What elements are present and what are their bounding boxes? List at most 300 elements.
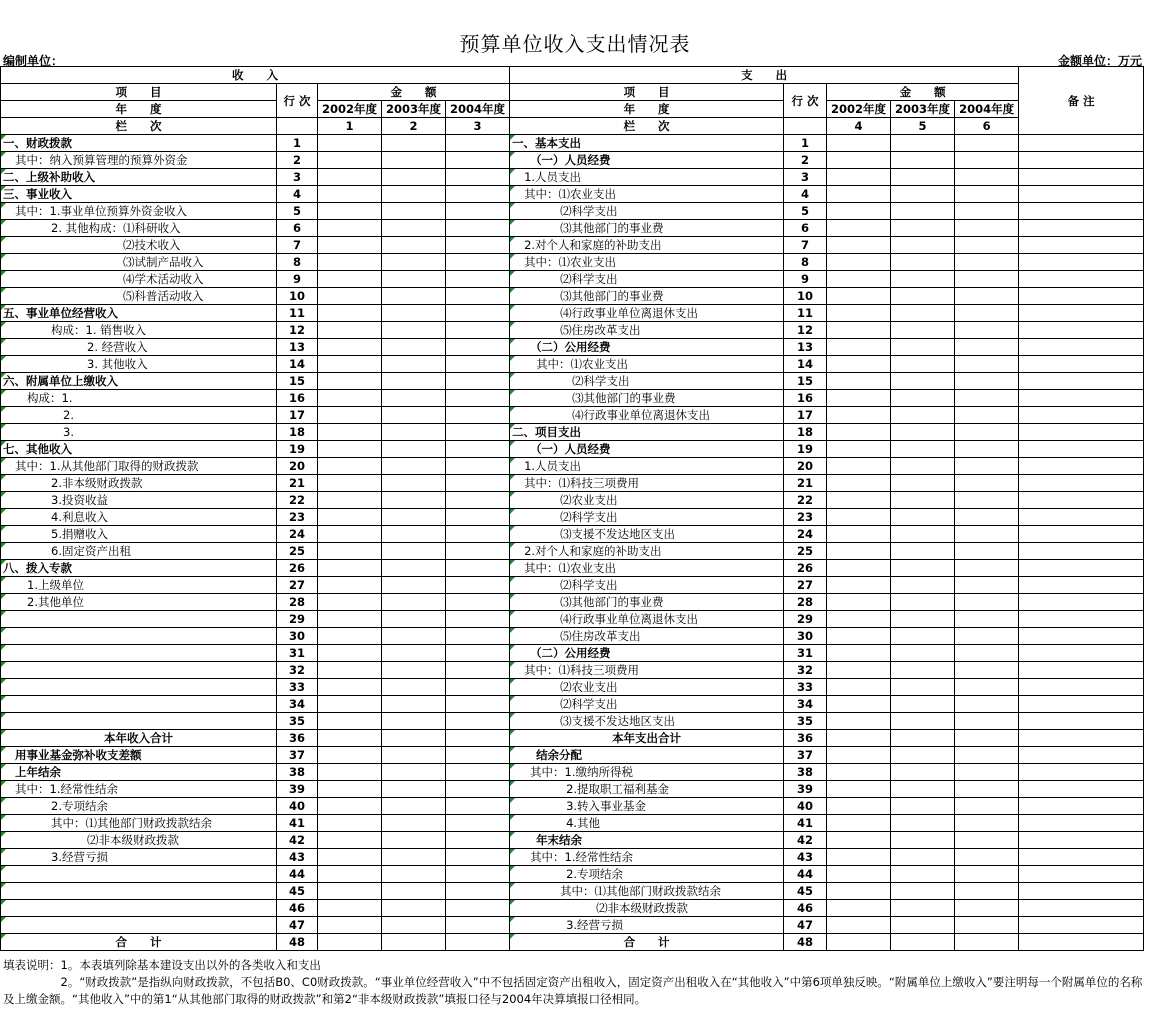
- expense-amount-cell[interactable]: [955, 798, 1019, 815]
- income-amount-cell[interactable]: [382, 509, 446, 526]
- income-amount-cell[interactable]: [446, 492, 510, 509]
- income-amount-cell[interactable]: [318, 271, 382, 288]
- income-amount-cell[interactable]: [446, 373, 510, 390]
- expense-amount-cell[interactable]: [891, 934, 955, 951]
- expense-amount-cell[interactable]: [827, 628, 891, 645]
- expense-amount-cell[interactable]: [955, 322, 1019, 339]
- income-amount-cell[interactable]: [446, 475, 510, 492]
- expense-amount-cell[interactable]: [827, 679, 891, 696]
- income-amount-cell[interactable]: [318, 781, 382, 798]
- income-amount-cell[interactable]: [382, 730, 446, 747]
- income-amount-cell[interactable]: [382, 237, 446, 254]
- expense-amount-cell[interactable]: [955, 883, 1019, 900]
- income-amount-cell[interactable]: [318, 628, 382, 645]
- income-amount-cell[interactable]: [382, 934, 446, 951]
- expense-amount-cell[interactable]: [955, 781, 1019, 798]
- income-amount-cell[interactable]: [382, 594, 446, 611]
- income-amount-cell[interactable]: [446, 424, 510, 441]
- income-amount-cell[interactable]: [318, 611, 382, 628]
- expense-amount-cell[interactable]: [827, 186, 891, 203]
- income-amount-cell[interactable]: [446, 237, 510, 254]
- note-cell[interactable]: [1019, 169, 1144, 186]
- expense-amount-cell[interactable]: [891, 339, 955, 356]
- expense-amount-cell[interactable]: [955, 645, 1019, 662]
- expense-amount-cell[interactable]: [827, 900, 891, 917]
- income-amount-cell[interactable]: [446, 390, 510, 407]
- income-amount-cell[interactable]: [446, 509, 510, 526]
- expense-amount-cell[interactable]: [891, 883, 955, 900]
- note-cell[interactable]: [1019, 645, 1144, 662]
- note-cell[interactable]: [1019, 866, 1144, 883]
- expense-amount-cell[interactable]: [827, 934, 891, 951]
- expense-amount-cell[interactable]: [955, 441, 1019, 458]
- income-amount-cell[interactable]: [446, 815, 510, 832]
- expense-amount-cell[interactable]: [827, 560, 891, 577]
- income-amount-cell[interactable]: [446, 849, 510, 866]
- expense-amount-cell[interactable]: [955, 339, 1019, 356]
- income-amount-cell[interactable]: [318, 356, 382, 373]
- expense-amount-cell[interactable]: [955, 407, 1019, 424]
- expense-amount-cell[interactable]: [891, 288, 955, 305]
- income-amount-cell[interactable]: [318, 322, 382, 339]
- expense-amount-cell[interactable]: [891, 475, 955, 492]
- expense-amount-cell[interactable]: [827, 594, 891, 611]
- income-amount-cell[interactable]: [382, 764, 446, 781]
- expense-amount-cell[interactable]: [891, 390, 955, 407]
- expense-amount-cell[interactable]: [827, 764, 891, 781]
- note-cell[interactable]: [1019, 917, 1144, 934]
- expense-amount-cell[interactable]: [827, 849, 891, 866]
- expense-amount-cell[interactable]: [955, 747, 1019, 764]
- income-amount-cell[interactable]: [318, 645, 382, 662]
- expense-amount-cell[interactable]: [827, 288, 891, 305]
- expense-amount-cell[interactable]: [955, 713, 1019, 730]
- income-amount-cell[interactable]: [446, 696, 510, 713]
- expense-amount-cell[interactable]: [891, 747, 955, 764]
- expense-amount-cell[interactable]: [955, 169, 1019, 186]
- income-amount-cell[interactable]: [446, 339, 510, 356]
- note-cell[interactable]: [1019, 356, 1144, 373]
- income-amount-cell[interactable]: [318, 798, 382, 815]
- income-amount-cell[interactable]: [382, 679, 446, 696]
- income-amount-cell[interactable]: [446, 934, 510, 951]
- expense-amount-cell[interactable]: [827, 577, 891, 594]
- income-amount-cell[interactable]: [446, 152, 510, 169]
- expense-amount-cell[interactable]: [891, 798, 955, 815]
- income-amount-cell[interactable]: [318, 152, 382, 169]
- expense-amount-cell[interactable]: [955, 696, 1019, 713]
- income-amount-cell[interactable]: [446, 645, 510, 662]
- income-amount-cell[interactable]: [318, 220, 382, 237]
- note-cell[interactable]: [1019, 203, 1144, 220]
- expense-amount-cell[interactable]: [827, 611, 891, 628]
- income-amount-cell[interactable]: [446, 883, 510, 900]
- income-amount-cell[interactable]: [446, 322, 510, 339]
- expense-amount-cell[interactable]: [891, 628, 955, 645]
- note-cell[interactable]: [1019, 186, 1144, 203]
- income-amount-cell[interactable]: [446, 271, 510, 288]
- expense-amount-cell[interactable]: [955, 900, 1019, 917]
- expense-amount-cell[interactable]: [891, 594, 955, 611]
- expense-amount-cell[interactable]: [891, 458, 955, 475]
- income-amount-cell[interactable]: [318, 254, 382, 271]
- expense-amount-cell[interactable]: [955, 866, 1019, 883]
- expense-amount-cell[interactable]: [955, 373, 1019, 390]
- note-cell[interactable]: [1019, 934, 1144, 951]
- expense-amount-cell[interactable]: [955, 628, 1019, 645]
- income-amount-cell[interactable]: [446, 254, 510, 271]
- income-amount-cell[interactable]: [318, 339, 382, 356]
- income-amount-cell[interactable]: [382, 322, 446, 339]
- income-amount-cell[interactable]: [382, 798, 446, 815]
- income-amount-cell[interactable]: [446, 560, 510, 577]
- income-amount-cell[interactable]: [446, 203, 510, 220]
- expense-amount-cell[interactable]: [891, 407, 955, 424]
- expense-amount-cell[interactable]: [955, 458, 1019, 475]
- expense-amount-cell[interactable]: [891, 441, 955, 458]
- expense-amount-cell[interactable]: [955, 815, 1019, 832]
- income-amount-cell[interactable]: [382, 407, 446, 424]
- expense-amount-cell[interactable]: [827, 254, 891, 271]
- note-cell[interactable]: [1019, 815, 1144, 832]
- income-amount-cell[interactable]: [446, 900, 510, 917]
- note-cell[interactable]: [1019, 611, 1144, 628]
- expense-amount-cell[interactable]: [955, 492, 1019, 509]
- expense-amount-cell[interactable]: [955, 662, 1019, 679]
- income-amount-cell[interactable]: [318, 662, 382, 679]
- income-amount-cell[interactable]: [446, 832, 510, 849]
- note-cell[interactable]: [1019, 237, 1144, 254]
- income-amount-cell[interactable]: [382, 458, 446, 475]
- expense-amount-cell[interactable]: [891, 169, 955, 186]
- expense-amount-cell[interactable]: [955, 917, 1019, 934]
- note-cell[interactable]: [1019, 271, 1144, 288]
- note-cell[interactable]: [1019, 152, 1144, 169]
- income-amount-cell[interactable]: [318, 458, 382, 475]
- income-amount-cell[interactable]: [446, 594, 510, 611]
- income-amount-cell[interactable]: [382, 390, 446, 407]
- income-amount-cell[interactable]: [382, 526, 446, 543]
- income-amount-cell[interactable]: [382, 186, 446, 203]
- expense-amount-cell[interactable]: [827, 356, 891, 373]
- income-amount-cell[interactable]: [382, 713, 446, 730]
- expense-amount-cell[interactable]: [955, 526, 1019, 543]
- income-amount-cell[interactable]: [318, 832, 382, 849]
- note-cell[interactable]: [1019, 662, 1144, 679]
- note-cell[interactable]: [1019, 305, 1144, 322]
- expense-amount-cell[interactable]: [891, 900, 955, 917]
- income-amount-cell[interactable]: [318, 169, 382, 186]
- expense-amount-cell[interactable]: [891, 271, 955, 288]
- expense-amount-cell[interactable]: [827, 713, 891, 730]
- income-amount-cell[interactable]: [382, 849, 446, 866]
- expense-amount-cell[interactable]: [891, 254, 955, 271]
- note-cell[interactable]: [1019, 322, 1144, 339]
- income-amount-cell[interactable]: [318, 373, 382, 390]
- expense-amount-cell[interactable]: [827, 866, 891, 883]
- expense-amount-cell[interactable]: [827, 917, 891, 934]
- income-amount-cell[interactable]: [318, 237, 382, 254]
- income-amount-cell[interactable]: [382, 543, 446, 560]
- note-cell[interactable]: [1019, 560, 1144, 577]
- expense-amount-cell[interactable]: [891, 305, 955, 322]
- expense-amount-cell[interactable]: [955, 543, 1019, 560]
- expense-amount-cell[interactable]: [955, 509, 1019, 526]
- expense-amount-cell[interactable]: [955, 594, 1019, 611]
- income-amount-cell[interactable]: [318, 475, 382, 492]
- expense-amount-cell[interactable]: [955, 849, 1019, 866]
- expense-amount-cell[interactable]: [891, 866, 955, 883]
- expense-amount-cell[interactable]: [955, 934, 1019, 951]
- income-amount-cell[interactable]: [382, 900, 446, 917]
- expense-amount-cell[interactable]: [827, 220, 891, 237]
- expense-amount-cell[interactable]: [827, 662, 891, 679]
- note-cell[interactable]: [1019, 679, 1144, 696]
- expense-amount-cell[interactable]: [891, 577, 955, 594]
- expense-amount-cell[interactable]: [955, 611, 1019, 628]
- expense-amount-cell[interactable]: [955, 475, 1019, 492]
- note-cell[interactable]: [1019, 900, 1144, 917]
- expense-amount-cell[interactable]: [827, 781, 891, 798]
- expense-amount-cell[interactable]: [955, 288, 1019, 305]
- note-cell[interactable]: [1019, 475, 1144, 492]
- income-amount-cell[interactable]: [382, 917, 446, 934]
- income-amount-cell[interactable]: [382, 254, 446, 271]
- expense-amount-cell[interactable]: [955, 203, 1019, 220]
- expense-amount-cell[interactable]: [891, 237, 955, 254]
- income-amount-cell[interactable]: [382, 441, 446, 458]
- expense-amount-cell[interactable]: [827, 407, 891, 424]
- note-cell[interactable]: [1019, 798, 1144, 815]
- expense-amount-cell[interactable]: [955, 271, 1019, 288]
- note-cell[interactable]: [1019, 220, 1144, 237]
- expense-amount-cell[interactable]: [955, 390, 1019, 407]
- expense-amount-cell[interactable]: [891, 645, 955, 662]
- note-cell[interactable]: [1019, 526, 1144, 543]
- expense-amount-cell[interactable]: [955, 220, 1019, 237]
- income-amount-cell[interactable]: [446, 747, 510, 764]
- expense-amount-cell[interactable]: [827, 135, 891, 152]
- income-amount-cell[interactable]: [318, 543, 382, 560]
- income-amount-cell[interactable]: [382, 271, 446, 288]
- expense-amount-cell[interactable]: [827, 424, 891, 441]
- income-amount-cell[interactable]: [318, 883, 382, 900]
- expense-amount-cell[interactable]: [891, 713, 955, 730]
- expense-amount-cell[interactable]: [827, 645, 891, 662]
- expense-amount-cell[interactable]: [827, 271, 891, 288]
- income-amount-cell[interactable]: [318, 186, 382, 203]
- income-amount-cell[interactable]: [382, 288, 446, 305]
- note-cell[interactable]: [1019, 594, 1144, 611]
- expense-amount-cell[interactable]: [891, 526, 955, 543]
- note-cell[interactable]: [1019, 696, 1144, 713]
- expense-amount-cell[interactable]: [827, 152, 891, 169]
- expense-amount-cell[interactable]: [827, 730, 891, 747]
- income-amount-cell[interactable]: [318, 441, 382, 458]
- income-amount-cell[interactable]: [382, 373, 446, 390]
- expense-amount-cell[interactable]: [827, 543, 891, 560]
- expense-amount-cell[interactable]: [827, 305, 891, 322]
- income-amount-cell[interactable]: [318, 305, 382, 322]
- expense-amount-cell[interactable]: [827, 339, 891, 356]
- expense-amount-cell[interactable]: [827, 696, 891, 713]
- note-cell[interactable]: [1019, 628, 1144, 645]
- income-amount-cell[interactable]: [318, 849, 382, 866]
- income-amount-cell[interactable]: [446, 526, 510, 543]
- expense-amount-cell[interactable]: [891, 152, 955, 169]
- income-amount-cell[interactable]: [318, 509, 382, 526]
- income-amount-cell[interactable]: [318, 594, 382, 611]
- income-amount-cell[interactable]: [318, 577, 382, 594]
- expense-amount-cell[interactable]: [827, 526, 891, 543]
- note-cell[interactable]: [1019, 373, 1144, 390]
- income-amount-cell[interactable]: [382, 152, 446, 169]
- income-amount-cell[interactable]: [382, 611, 446, 628]
- income-amount-cell[interactable]: [318, 424, 382, 441]
- expense-amount-cell[interactable]: [891, 917, 955, 934]
- note-cell[interactable]: [1019, 747, 1144, 764]
- income-amount-cell[interactable]: [382, 169, 446, 186]
- income-amount-cell[interactable]: [382, 560, 446, 577]
- note-cell[interactable]: [1019, 713, 1144, 730]
- note-cell[interactable]: [1019, 509, 1144, 526]
- income-amount-cell[interactable]: [382, 645, 446, 662]
- expense-amount-cell[interactable]: [955, 237, 1019, 254]
- income-amount-cell[interactable]: [318, 730, 382, 747]
- income-amount-cell[interactable]: [318, 679, 382, 696]
- income-amount-cell[interactable]: [382, 832, 446, 849]
- income-amount-cell[interactable]: [382, 135, 446, 152]
- expense-amount-cell[interactable]: [827, 509, 891, 526]
- income-amount-cell[interactable]: [446, 577, 510, 594]
- income-amount-cell[interactable]: [446, 866, 510, 883]
- note-cell[interactable]: [1019, 849, 1144, 866]
- income-amount-cell[interactable]: [382, 662, 446, 679]
- income-amount-cell[interactable]: [318, 135, 382, 152]
- income-amount-cell[interactable]: [382, 883, 446, 900]
- note-cell[interactable]: [1019, 883, 1144, 900]
- note-cell[interactable]: [1019, 458, 1144, 475]
- income-amount-cell[interactable]: [318, 288, 382, 305]
- income-amount-cell[interactable]: [318, 934, 382, 951]
- expense-amount-cell[interactable]: [891, 849, 955, 866]
- expense-amount-cell[interactable]: [891, 135, 955, 152]
- income-amount-cell[interactable]: [446, 186, 510, 203]
- expense-amount-cell[interactable]: [955, 152, 1019, 169]
- income-amount-cell[interactable]: [446, 135, 510, 152]
- note-cell[interactable]: [1019, 407, 1144, 424]
- note-cell[interactable]: [1019, 441, 1144, 458]
- income-amount-cell[interactable]: [382, 339, 446, 356]
- income-amount-cell[interactable]: [446, 917, 510, 934]
- income-amount-cell[interactable]: [318, 492, 382, 509]
- income-amount-cell[interactable]: [318, 866, 382, 883]
- income-amount-cell[interactable]: [446, 628, 510, 645]
- income-amount-cell[interactable]: [382, 747, 446, 764]
- income-amount-cell[interactable]: [382, 628, 446, 645]
- expense-amount-cell[interactable]: [891, 560, 955, 577]
- expense-amount-cell[interactable]: [827, 373, 891, 390]
- income-amount-cell[interactable]: [446, 611, 510, 628]
- expense-amount-cell[interactable]: [891, 356, 955, 373]
- expense-amount-cell[interactable]: [955, 832, 1019, 849]
- expense-amount-cell[interactable]: [955, 730, 1019, 747]
- expense-amount-cell[interactable]: [955, 560, 1019, 577]
- income-amount-cell[interactable]: [382, 492, 446, 509]
- income-amount-cell[interactable]: [318, 747, 382, 764]
- expense-amount-cell[interactable]: [955, 764, 1019, 781]
- expense-amount-cell[interactable]: [891, 322, 955, 339]
- income-amount-cell[interactable]: [318, 713, 382, 730]
- income-amount-cell[interactable]: [446, 169, 510, 186]
- expense-amount-cell[interactable]: [955, 254, 1019, 271]
- note-cell[interactable]: [1019, 135, 1144, 152]
- income-amount-cell[interactable]: [446, 781, 510, 798]
- income-amount-cell[interactable]: [382, 424, 446, 441]
- note-cell[interactable]: [1019, 254, 1144, 271]
- expense-amount-cell[interactable]: [827, 169, 891, 186]
- expense-amount-cell[interactable]: [891, 543, 955, 560]
- expense-amount-cell[interactable]: [827, 883, 891, 900]
- expense-amount-cell[interactable]: [891, 492, 955, 509]
- expense-amount-cell[interactable]: [827, 798, 891, 815]
- income-amount-cell[interactable]: [318, 560, 382, 577]
- note-cell[interactable]: [1019, 543, 1144, 560]
- expense-amount-cell[interactable]: [891, 220, 955, 237]
- income-amount-cell[interactable]: [382, 866, 446, 883]
- expense-amount-cell[interactable]: [955, 186, 1019, 203]
- income-amount-cell[interactable]: [446, 441, 510, 458]
- income-amount-cell[interactable]: [446, 458, 510, 475]
- expense-amount-cell[interactable]: [827, 815, 891, 832]
- income-amount-cell[interactable]: [382, 356, 446, 373]
- note-cell[interactable]: [1019, 764, 1144, 781]
- income-amount-cell[interactable]: [446, 543, 510, 560]
- income-amount-cell[interactable]: [318, 526, 382, 543]
- expense-amount-cell[interactable]: [827, 458, 891, 475]
- income-amount-cell[interactable]: [446, 662, 510, 679]
- expense-amount-cell[interactable]: [827, 237, 891, 254]
- income-amount-cell[interactable]: [446, 730, 510, 747]
- note-cell[interactable]: [1019, 339, 1144, 356]
- income-amount-cell[interactable]: [382, 577, 446, 594]
- income-amount-cell[interactable]: [318, 815, 382, 832]
- expense-amount-cell[interactable]: [891, 815, 955, 832]
- expense-amount-cell[interactable]: [827, 441, 891, 458]
- expense-amount-cell[interactable]: [827, 832, 891, 849]
- income-amount-cell[interactable]: [446, 407, 510, 424]
- income-amount-cell[interactable]: [382, 815, 446, 832]
- expense-amount-cell[interactable]: [955, 356, 1019, 373]
- income-amount-cell[interactable]: [446, 713, 510, 730]
- income-amount-cell[interactable]: [318, 390, 382, 407]
- note-cell[interactable]: [1019, 492, 1144, 509]
- income-amount-cell[interactable]: [382, 220, 446, 237]
- expense-amount-cell[interactable]: [891, 203, 955, 220]
- income-amount-cell[interactable]: [318, 900, 382, 917]
- expense-amount-cell[interactable]: [891, 662, 955, 679]
- expense-amount-cell[interactable]: [827, 390, 891, 407]
- expense-amount-cell[interactable]: [827, 747, 891, 764]
- expense-amount-cell[interactable]: [891, 186, 955, 203]
- expense-amount-cell[interactable]: [891, 373, 955, 390]
- expense-amount-cell[interactable]: [891, 764, 955, 781]
- expense-amount-cell[interactable]: [955, 305, 1019, 322]
- income-amount-cell[interactable]: [318, 917, 382, 934]
- expense-amount-cell[interactable]: [827, 322, 891, 339]
- income-amount-cell[interactable]: [318, 696, 382, 713]
- expense-amount-cell[interactable]: [891, 696, 955, 713]
